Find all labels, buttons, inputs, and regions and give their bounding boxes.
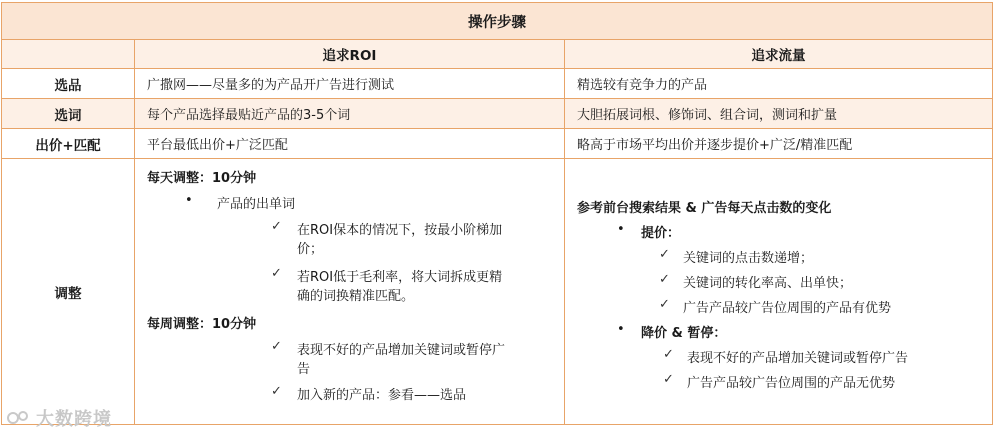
table-title: 操作步骤 — [2, 3, 993, 40]
check-icon: ✓ — [271, 384, 282, 399]
row-label-selection: 选品 — [2, 69, 135, 99]
lower-check-1: 表现不好的产品增加关键词或暂停广告 — [687, 351, 909, 366]
lower-check-2: 广告产品较广告位周围的产品无优势 — [687, 376, 896, 391]
raise-check-3: 广告产品较广告位周围的产品有优势 — [683, 301, 892, 316]
daily-bullet-text: 产品的出单词 — [217, 197, 296, 212]
cell-bidding-roi: 平台最低出价+广泛匹配 — [135, 129, 565, 159]
column-header-row — [2, 40, 993, 69]
daily-check-1-line-1: 在ROI保本的情况下，按最小阶梯加 — [297, 223, 503, 238]
column-header-roi: 追求ROI — [135, 40, 565, 69]
row-label-bidding: 出价+匹配 — [2, 129, 135, 159]
daily-check-2-line-2: 确的词换精准匹配。 — [297, 289, 415, 304]
check-icon: ✓ — [659, 272, 670, 287]
check-icon: ✓ — [271, 219, 282, 234]
daily-check-1-line-2: 价； — [297, 242, 324, 257]
table-row-keywords — [2, 99, 993, 129]
row-label-keywords: 选词 — [2, 99, 135, 129]
column-header-traffic: 追求流量 — [565, 40, 993, 69]
raise-bid-title: 提价： — [641, 226, 681, 241]
bullet-icon: • — [185, 193, 193, 208]
check-icon: ✓ — [271, 266, 282, 281]
cell-keywords-traffic: 大胆拓展词根、修饰词、组合词，测词和扩量 — [565, 99, 993, 129]
weekly-adjust-title: 每周调整：10分钟 — [147, 317, 257, 332]
raise-check-1: 关键词的点击数递增； — [683, 251, 814, 266]
weekly-check-1-line-1: 表现不好的产品增加关键词或暂停广 — [297, 343, 506, 358]
operation-steps-table — [1, 2, 993, 425]
watermark-text: 大数跨境 — [36, 409, 112, 430]
cell-bidding-traffic: 略高于市场平均出价并逐步提价+广泛/精准匹配 — [565, 129, 993, 159]
daily-check-2-line-1: 若ROI低于毛利率，将大词拆成更精 — [297, 270, 503, 285]
cell-adjust-roi — [135, 159, 565, 425]
check-icon: ✓ — [271, 339, 282, 354]
table-title-row — [2, 3, 993, 40]
cell-keywords-roi: 每个产品选择最贴近产品的3-5个词 — [135, 99, 565, 129]
check-icon: ✓ — [659, 297, 670, 312]
cell-adjust-traffic — [565, 159, 993, 425]
traffic-adjust-header: 参考前台搜索结果 & 广告每天点击数的变化 — [577, 201, 832, 216]
cell-selection-traffic: 精选较有竞争力的产品 — [565, 69, 993, 99]
weekly-check-1-line-2: 告 — [297, 362, 311, 377]
row-label-adjust: 调整 — [2, 159, 135, 425]
watermark-logo-icon — [6, 409, 32, 427]
check-icon: ✓ — [663, 347, 674, 362]
table-row-selection — [2, 69, 993, 99]
column-header-empty — [2, 40, 135, 69]
bullet-icon: • — [617, 322, 625, 337]
table-row-bidding — [2, 129, 993, 159]
cell-selection-roi: 广撒网——尽量多的为产品开广告进行测试 — [135, 69, 565, 99]
check-icon: ✓ — [663, 372, 674, 387]
lower-bid-title: 降价 & 暂停： — [641, 326, 727, 341]
raise-check-2: 关键词的转化率高、出单快； — [683, 276, 853, 291]
check-icon: ✓ — [659, 247, 670, 262]
table-row-adjust — [2, 159, 993, 425]
daily-adjust-title: 每天调整：10分钟 — [147, 171, 257, 186]
bullet-icon: • — [617, 222, 625, 237]
weekly-check-2: 加入新的产品：参看——选品 — [297, 388, 467, 403]
